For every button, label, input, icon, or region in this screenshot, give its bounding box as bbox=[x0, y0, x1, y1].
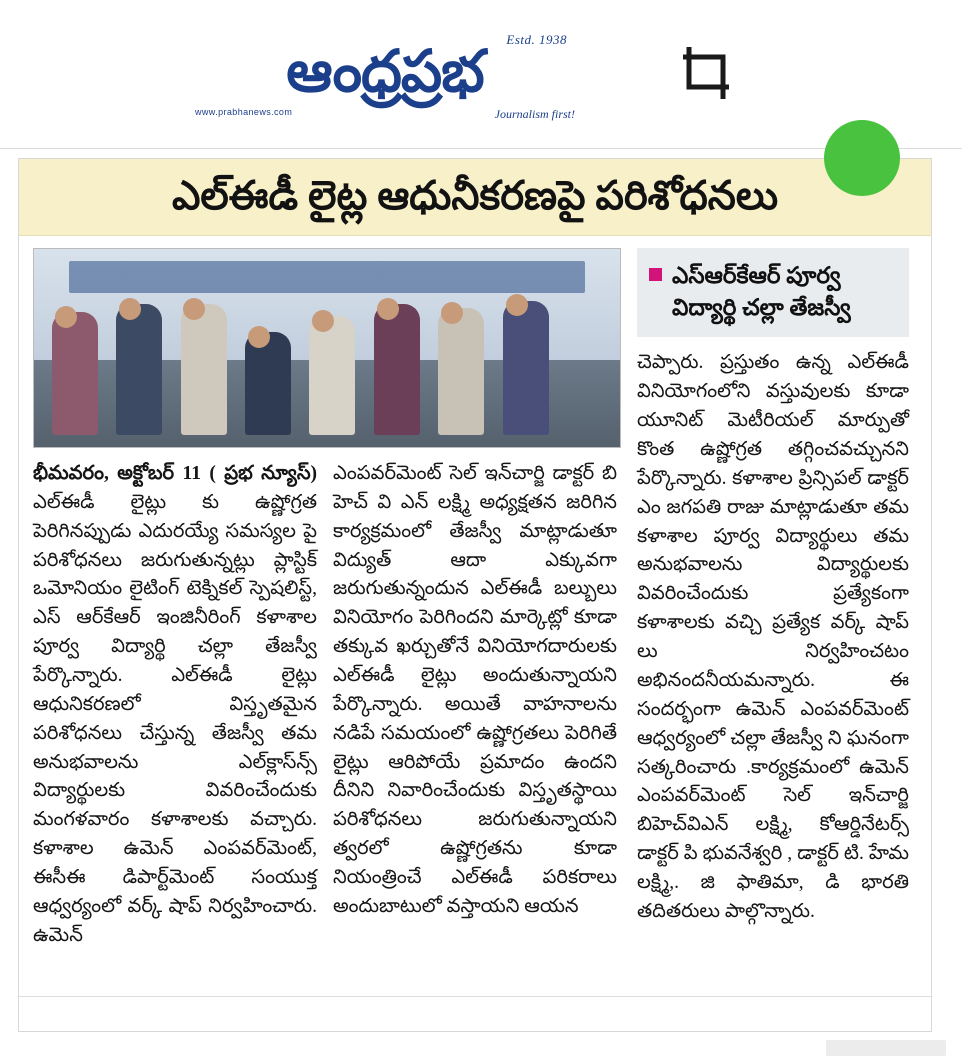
photo-person bbox=[245, 332, 291, 435]
photo-person-head bbox=[248, 326, 270, 348]
article-kicker-text: ఎస్ఆర్‌కేఆర్ పూర్వ విద్యార్థి చల్లా తేజస్వీ bbox=[672, 263, 851, 320]
masthead bbox=[0, 0, 962, 149]
logo-title: ఆంధ్రప్రభ bbox=[286, 39, 484, 105]
logo-website-url: www.prabhanews.com bbox=[195, 106, 293, 117]
photo-person-head bbox=[55, 306, 77, 328]
photo-person bbox=[52, 312, 98, 435]
logo-estd-label: Estd. 1938 bbox=[506, 32, 567, 48]
bottom-strip bbox=[0, 1032, 962, 1063]
article-column-2-text: ఎంపవర్‌మెంట్ సెల్ ఇన్‌చార్జి డాక్టర్ బి హెచ్ వి ఎన్ లక్ష్మి అధ్యక్షతన జరిగిన కార్యక్రమంలో తేజస్వీ మాట్లాడుతూ విద్యుత్ ఆదా ఎక్కువగా జరుగుతున్నందున ఎల్ఈడీ బల్బులు వినియోగం పెరిగిందని మార్కెట్లో కూడా తక్కువ ఖర్చుతోనే వినియోగదారులకు ఎల్ఈడీ లైట్లు అందుతున్నాయని పేర్కొన్నారు. అయితే వాహనాలను నడిపే సమయంలో ఉష్ణోగ్రతలు పెరిగితే లైట్లు ఆరిపోయే ప్రమాదం ఉందని దీనిని నివారించేందుకు విస్తృతస్థాయి పరిశోధనలు జరుగుతున్నాయని త్వరలో ఉష్ణోగ్రతను కూడా నియంత్రించే ఎల్ఈడీ పరికరాలు అందుబాటులో వస్తాయని ఆయన bbox=[333, 463, 617, 917]
photo-person bbox=[503, 301, 549, 436]
article-left-section bbox=[33, 248, 623, 951]
photo-person-head bbox=[506, 294, 528, 316]
headline-band bbox=[19, 159, 931, 236]
photo-person bbox=[438, 308, 484, 435]
masthead-inner bbox=[0, 0, 962, 148]
logo-subrow bbox=[185, 107, 585, 122]
photo-person bbox=[116, 304, 162, 435]
photo-person bbox=[309, 316, 355, 435]
article-headline: ఎల్ఈడీ లైట్ల ఆధునీకరణపై పరిశోధనలు bbox=[171, 173, 779, 218]
newspaper-logo bbox=[185, 26, 585, 122]
crop-icon[interactable] bbox=[675, 43, 737, 105]
article-paragraph bbox=[33, 460, 317, 951]
article-columns bbox=[33, 460, 623, 951]
article-dateline: భీమవరం, అక్టోబర్ 11 ( ప్రభ న్యూస్) bbox=[33, 463, 317, 484]
photo-banner bbox=[69, 261, 585, 293]
article-right-section bbox=[637, 248, 909, 951]
article-column-1-text: ఎల్ఈడీ లైట్లు కు ఉష్ణోగ్రత పెరిగినప్పుడు ఎదురయ్యే సమస్యల పై పరిశోధనలు జరుగుతున్నట్లు ప్లాస్టిక్ ఒమోనియం లైటింగ్ టెక్నికల్ స్పెషలిస్ట్, ఎస్ ఆర్‌కేఆర్ ఇంజినీరింగ్ కళాశాల పూర్వ విద్యార్థి చల్లా తేజస్వీ పేర్కొన్నారు. ఎల్ఈడీ లైట్లు ఆధునికరణలో విస్తృతమైన పరిశోధనలు చేస్తున్న తేజస్వీ తమ అనుభవాలను ఎల్‌క్లాస్‌న్స్ విద్యార్థులకు వివరించేందుకు మంగళవారం కళాశాలకు వచ్చారు. కళాశాల ఉమెన్ ఎంపవర్‌మెంట్, ఈసీఈ డిపార్ట్‌మెంట్ సంయుక్త ఆధ్వర్యంలో వర్క్ షాప్ నిర్వహించారు. ఉమెన్ bbox=[33, 491, 317, 946]
photo-person bbox=[181, 304, 227, 435]
article-column-3-text: చెప్పారు. ప్రస్తుతం ఉన్న ఎల్ఈడీ వినియోగంలోని వస్తువులకు కూడా యూనిట్ మెటీరియల్ మార్పుతో కొంత ఉష్ణోగ్రత తగ్గించవచ్చునని పేర్కొన్నారు. కళాశాల ప్రిన్సిపల్ డాక్టర్ ఎం జగపతి రాజు మాట్లాడుతూ తమ కళాశాల పూర్వ విద్యార్థులు తమ అనుభవాలను విద్యార్థులకు వివరించేందుకు ప్రత్యేకంగా కళాశాలకు వచ్చి ప్రత్యేక వర్క్ షాప్ లు నిర్వహించటం అభినందనీయమన్నారు. ఈ సందర్భంగా ఉమెన్ ఎంపవర్‌మెంట్ ఆధ్వర్యంలో చల్లా తేజస్వీ ని ఘనంగా సత్కరించారు .కార్యక్రమంలో ఉమెన్ ఎంపవర్‌మెంట్ సెల్ ఇన్‌చార్జి బిహెచ్‌విఎన్ లక్ష్మి, కోఆర్డినేటర్స్ డాక్టర్ పి భువనేశ్వరి , డాక్టర్ టి. హేమ లక్ష్మి,. జి ఫాతిమా, డి భారతి తదితరులు పాల్గొన్నారు. bbox=[637, 352, 909, 922]
green-status-badge[interactable] bbox=[824, 120, 900, 196]
logo-tagline: Journalism first! bbox=[494, 106, 575, 121]
photo-person bbox=[374, 304, 420, 435]
sheet-footer bbox=[19, 996, 931, 1031]
article-sheet bbox=[18, 158, 932, 1032]
article-column-2 bbox=[333, 460, 617, 951]
article-photo bbox=[33, 248, 621, 448]
article-body bbox=[19, 236, 931, 961]
square-bullet-icon bbox=[649, 268, 662, 281]
bottom-chip bbox=[826, 1040, 946, 1056]
article-column-1 bbox=[33, 460, 317, 951]
article-kicker bbox=[637, 248, 909, 337]
photo-person-head bbox=[377, 298, 399, 320]
